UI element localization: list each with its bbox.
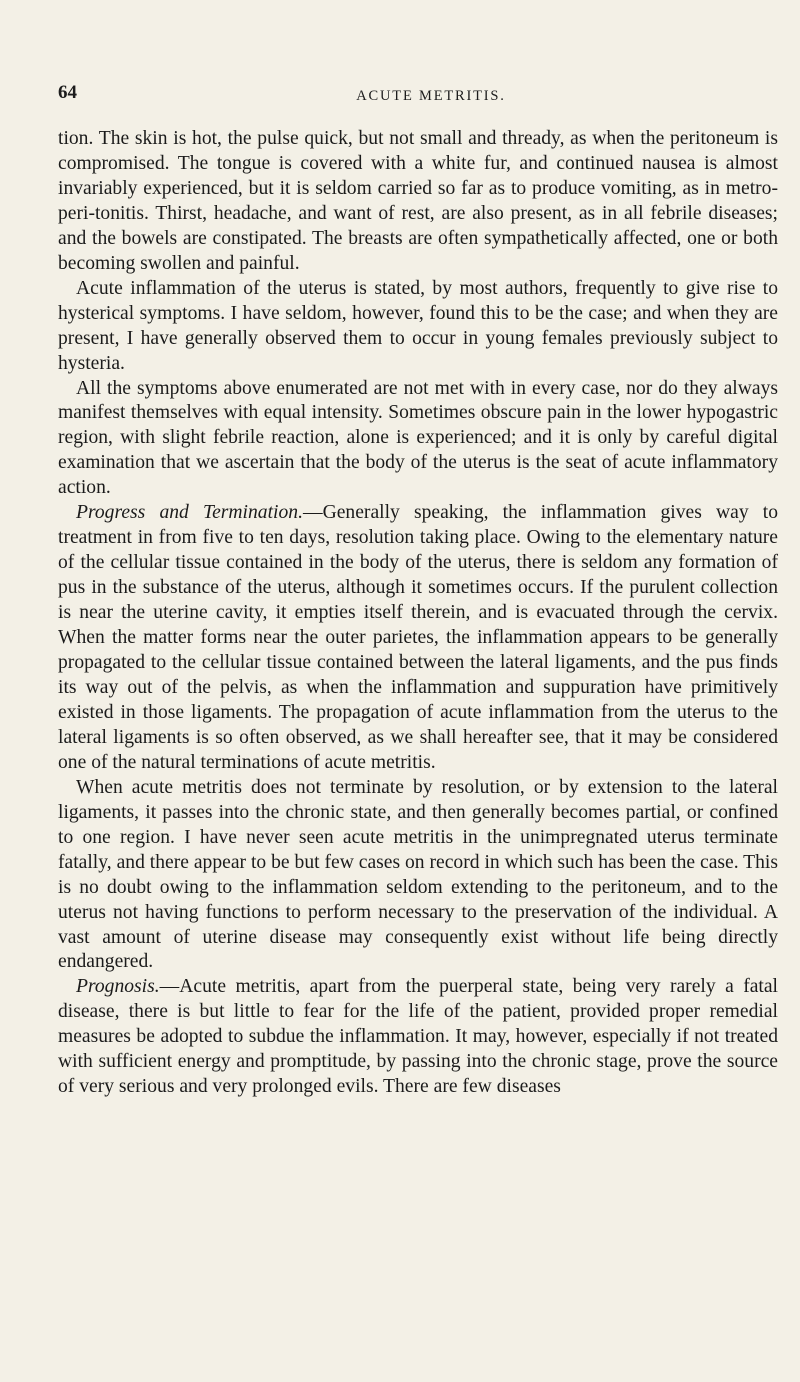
paragraph <box>58 377 778 502</box>
paragraph <box>58 501 778 775</box>
paragraph-text: All the symptoms above enumerated are not met with in every case, nor do they always manifest themselves with equal intensity. Sometimes obscure pain in the lower hypogastric region, with slight febrile reaction, alone is experienced; and it is only by careful digital examination that we ascertain that the body of the uterus is the seat of acute inflammatory action. <box>58 377 778 499</box>
section-heading: Prognosis. <box>76 976 160 998</box>
paragraph-text: When acute metritis does not terminate by resolution, or by extension to the lateral ligaments, it passes into the chronic state, and then generally becomes partial, or confined to one region. I have never seen acute metritis in the unimpregnated uterus terminate fatally, and there appear to be but few cases on record in which such has been the case. This is no doubt owing to the inflammation seldom extending to the peritoneum, and to the uterus not having functions to perform necessary to the preservation of the individual. A vast amount of uterine disease may consequently exist without life being directly endangered. <box>58 776 778 973</box>
paragraph <box>58 127 778 277</box>
section-heading: Progress and Termination. <box>76 502 303 524</box>
page-header <box>58 82 776 106</box>
running-title: ACUTE METRITIS. <box>356 88 506 104</box>
paragraph <box>58 277 778 377</box>
paragraph-text: tion. The skin is hot, the pulse quick, but not small and thready, as when the peritoneum is compromised. The tongue is covered with a white fur, and continued nausea is almost invariably experienced, but it is seldom carried so far as to produce vomiting, as in metro-peri-tonitis. Thirst, headache, and want of rest, are also present, as in all febrile diseases; and the bowels are constipated. The breasts are often sympathetically affected, one or both becoming swollen and painful. <box>58 128 778 274</box>
paragraph-text: Acute inflammation of the uterus is stated, by most authors, frequently to give rise to hysterical symptoms. I have seldom, however, found this to be the case; and when they are present, I have generally observed them to occur in young females previously subject to hysteria. <box>58 277 778 374</box>
paragraph-text: —Generally speaking, the inflammation gives way to treatment in from five to ten days, resolution taking place. Owing to the elementary nature of the cellular tissue contained in the body of the uterus, there is seldom any formation of pus in the substance of the uterus, although it sometimes occurs. If the purulent collection is near the uterine cavity, it empties itself therein, and is evacuated through the cervix. When the matter forms near the outer parietes, the inflammation appears to be generally propagated to the cellular tissue contained between the lateral ligaments, and the pus finds its way out of the pelvis, as when the inflammation and suppuration have primitively existed in those ligaments. The propagation of acute inflammation from the uterus to the lateral ligaments is so often observed, as we shall hereafter see, that it may be considered one of the natural terminations of acute metritis. <box>58 502 778 773</box>
paragraph-text: —Acute metritis, apart from the puerperal state, being very rarely a fatal disease, there is but little to fear for the life of the patient, provided proper remedial measures be adopted to subdue the inflammation. It may, however, especially if not treated with sufficient energy and promptitude, by passing into the chronic stage, prove the source of very serious and very prolonged evils. There are few diseases <box>58 976 778 1098</box>
paragraph <box>58 776 778 976</box>
body-text <box>58 127 778 1100</box>
page-number: 64 <box>58 82 77 103</box>
paragraph <box>58 975 778 1100</box>
